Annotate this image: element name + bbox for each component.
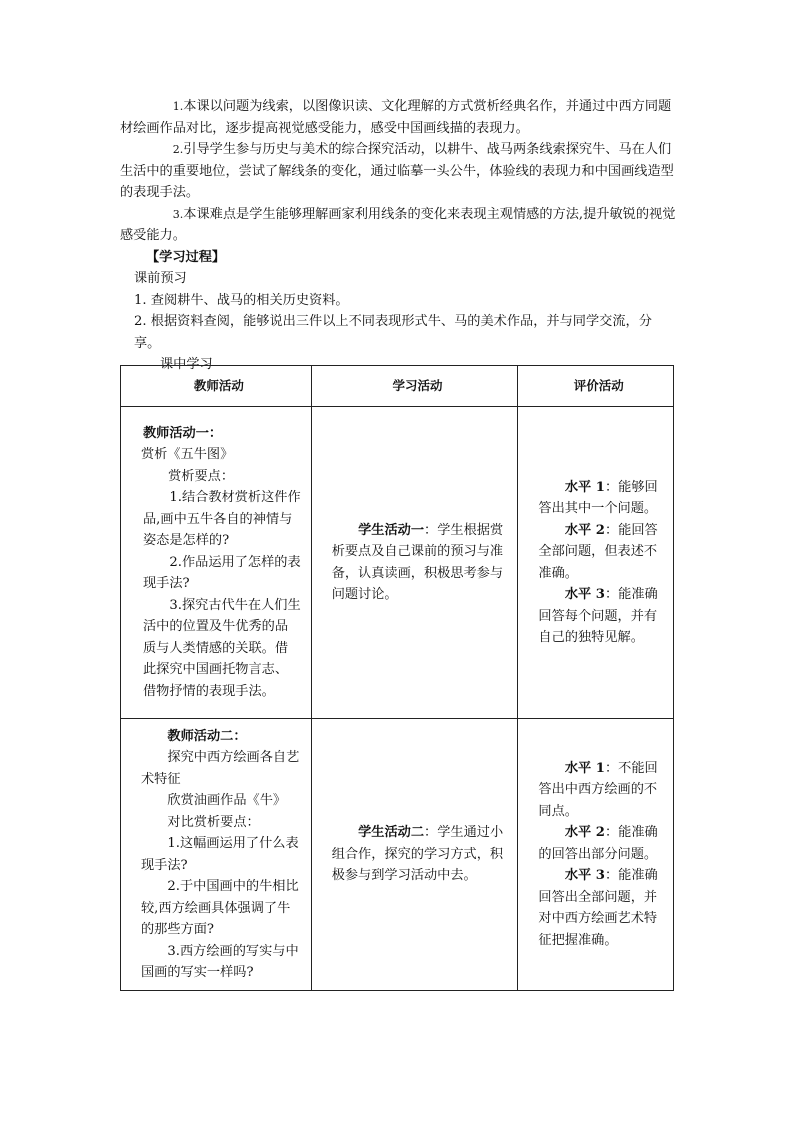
evaluation-level: 水平 2：能回答全部问题，但表述不准确。 — [538, 522, 658, 581]
table-row — [121, 719, 674, 991]
objective-3: 3.本课难点是学生能够理解画家利用线条的变化来表现主观情感的方法,提升敏锐的视觉感受能力。 — [120, 206, 676, 243]
teacher-activity-line: 探究中西方绘画各自艺术特征 — [141, 750, 300, 787]
teacher-activity-cell — [121, 719, 312, 991]
activity-table — [120, 365, 674, 991]
teacher-activity-title: 教师活动一： — [143, 425, 223, 441]
table-header-row — [121, 366, 674, 407]
learning-activity-text: 学生活动二：学生通过小组合作，探究的学习方式，积极参与到学习活动中去。 — [331, 825, 504, 884]
learning-activity-cell — [311, 719, 518, 991]
evaluation-level: 水平 1：不能回答出中西方绘画的不同点。 — [538, 760, 658, 819]
evaluation-level: 水平 2：能准确的回答出部分问题。 — [538, 825, 658, 862]
objective-1: 1.本课以问题为线索，以图像识读、文化理解的方式赏析经典名作，并通过中西方同题材绘画作品对比，逐步提高视觉感受能力，感受中国画线描的表现力。 — [120, 99, 672, 136]
in-class-heading: 课中学习 — [160, 357, 213, 372]
teacher-activity-cell — [121, 407, 312, 719]
teacher-activity-title: 教师活动二： — [167, 728, 247, 744]
table-row — [121, 407, 674, 719]
preview-item-2: 2. 根据资料查阅，能够说出三件以上不同表现形式牛、马的美术作品，并与同学交流，分享。 — [134, 314, 652, 351]
teacher-point: 1.这幅画运用了什么表现手法? — [141, 836, 299, 873]
header-teacher: 教师活动 — [121, 366, 312, 407]
evaluation-cell — [518, 719, 674, 991]
evaluation-level: 水平 3：能准确回答出全部问题，并对中西方绘画艺术特征把握准确。 — [538, 868, 658, 948]
preview-item-1: 1. 查阅耕牛、战马的相关历史资料。 — [134, 292, 349, 308]
teacher-point: 3.探究古代牛在人们生活中的位置及牛优秀的品质与人类情感的关联。借此探究中国画托物言志、借物抒情的表现手法。 — [143, 597, 301, 699]
preview-heading: 课前预习 — [134, 271, 187, 286]
process-heading: 【学习过程】 — [146, 249, 226, 265]
teacher-point: 1.结合教材赏析这件作品,画中五牛各自的神情与姿态是怎样的? — [143, 490, 301, 549]
lesson-objectives — [120, 96, 676, 376]
teacher-point: 3.西方绘画的写实与中国画的写实一样吗? — [141, 943, 299, 980]
learning-activity-cell — [311, 407, 518, 719]
objective-2: 2.引导学生参与历史与美术的综合探究活动，以耕牛、战马两条线索探究牛、马在人们生活中的重要地位，尝试了解线条的变化，通过临摹一头公牛，体验线的表现力和中国画线造型的表现手法。 — [120, 142, 674, 200]
teacher-activity-line: 对比赏析要点： — [167, 814, 260, 830]
teacher-activity-line: 赏析要点： — [168, 468, 235, 484]
header-learning: 学习活动 — [311, 366, 518, 407]
evaluation-level: 水平 1：能够回答出其中一个问题。 — [538, 479, 658, 516]
teacher-point: 2.于中国画中的牛相比较,西方绘画具体强调了牛的那些方面? — [141, 879, 299, 937]
teacher-activity-line: 赏析《五牛图》 — [141, 447, 234, 463]
evaluation-level: 水平 3：能准确回答每个问题，并有自己的独特见解。 — [538, 587, 658, 645]
learning-activity-text: 学生活动一：学生根据赏析要点及自己课前的预习与准备，认真读画，积极思考参与问题讨论。 — [331, 522, 504, 602]
evaluation-cell — [518, 407, 674, 719]
teacher-point: 2.作品运用了怎样的表现手法? — [143, 554, 301, 592]
header-evaluation: 评价活动 — [518, 366, 674, 407]
teacher-activity-line: 欣赏油画作品《牛》 — [167, 793, 287, 808]
